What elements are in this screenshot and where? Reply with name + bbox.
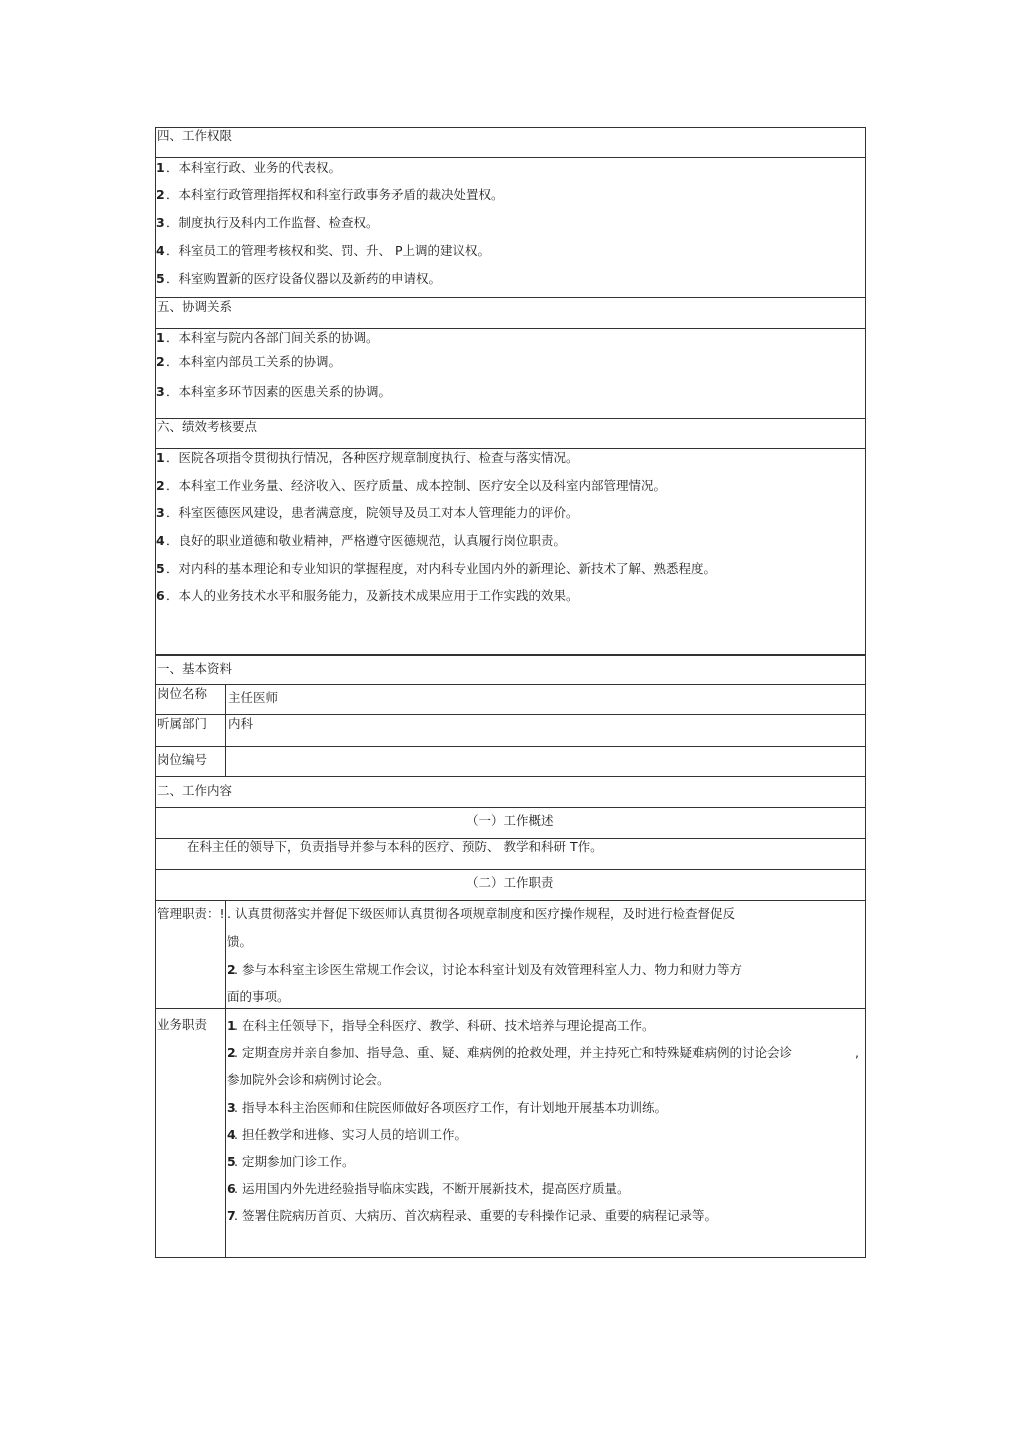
duty-line-number: 5 xyxy=(227,1154,236,1169)
divider xyxy=(155,714,866,715)
list-item-number: 6 xyxy=(156,588,165,603)
divider xyxy=(155,157,866,158)
list-item: ．本科室多环节因素的医患关系的协调。 xyxy=(166,384,392,399)
divider xyxy=(155,900,866,901)
section-heading-permissions: 四、工作权限 xyxy=(157,128,233,143)
duty-line: . 定期参加门诊工作。 xyxy=(234,1154,355,1169)
business-duties-label: 业务职责 xyxy=(157,1017,208,1032)
duty-line: . 认真贯彻落实并督促下级医师认真贯彻各项规章制度和医疗操作规程，及时进行检查督促反 xyxy=(227,906,735,921)
duty-line: . 运用国内外先进经验指导临床实践，不断开展新技术，提高医疗质量。 xyxy=(234,1181,630,1196)
section-heading-basic-info: 一、基本资料 xyxy=(157,661,233,676)
section-heading-performance: 六、绩效考核要点 xyxy=(157,419,258,434)
work-overview-text: 在科主任的领导下，负责指导并参与本科的医疗、预防、 教学和科研 T作。 xyxy=(187,839,603,854)
section-heading-coordination: 五、协调关系 xyxy=(157,299,233,314)
management-duties-label-mark: ! xyxy=(219,906,225,921)
field-label-position-code: 岗位编号 xyxy=(157,752,208,767)
field-label-position-name: 岗位名称 xyxy=(157,686,208,701)
list-item-number: 3 xyxy=(156,384,165,399)
list-item-number: 1 xyxy=(156,330,165,345)
list-item-number: 3 xyxy=(156,215,165,230)
divider xyxy=(155,297,866,298)
duty-line: 馈。 xyxy=(227,934,253,949)
list-item: ．医院各项指令贯彻执行情况，各种医疗规章制度执行、检查与落实情况。 xyxy=(166,450,579,465)
divider xyxy=(155,746,866,747)
management-duties-label-text: 管理职责： xyxy=(157,906,220,921)
list-item-number: 2 xyxy=(156,354,165,369)
duty-line: . 担任教学和进修、实习人员的培训工作。 xyxy=(234,1127,467,1142)
duty-line: . 指导本科主治医师和住院医师做好各项医疗工作，有计划地开展基本功训练。 xyxy=(234,1100,667,1115)
list-item: ．科室员工的管理考核权和奖、罚、升、 P上调的建议权。 xyxy=(166,243,491,258)
duty-line-number: 6 xyxy=(227,1181,236,1196)
list-item-number: 4 xyxy=(156,533,165,548)
duty-line-number: 3 xyxy=(227,1100,236,1115)
list-item-number: 3 xyxy=(156,505,165,520)
management-duties-label xyxy=(157,906,225,922)
divider xyxy=(155,1008,866,1009)
duty-line-trailing-comma: , xyxy=(855,1045,859,1060)
field-value-department: 内科 xyxy=(228,716,254,731)
subheading-work-duties: （二）工作职责 xyxy=(466,875,554,890)
duty-line-number: 2 xyxy=(227,962,236,977)
list-item: ．本人的业务技术水平和服务能力，及新技术成果应用于工作实践的效果。 xyxy=(166,588,579,603)
duty-line: . 参与本科室主诊医生常规工作会议，讨论本科室计划及有效管理科室人力、物力和财力等方 xyxy=(234,962,742,977)
duty-line: . 签署住院病历首页、大病历、首次病程录、重要的专科操作记录、重要的病程记录等。 xyxy=(234,1208,717,1223)
column-divider xyxy=(225,900,226,1258)
list-item-number: 2 xyxy=(156,187,165,202)
divider xyxy=(155,448,866,449)
field-label-department: 听属部门 xyxy=(157,716,208,731)
list-item: ．科室医德医风建设，患者满意度，院领导及员工对本人管理能力的评价。 xyxy=(166,505,579,520)
duty-line-number: 7 xyxy=(227,1208,236,1223)
list-item: ．良好的职业道德和敬业精神，严格遵守医德规范，认真履行岗位职责。 xyxy=(166,533,567,548)
list-item-number: 5 xyxy=(156,561,165,576)
divider xyxy=(155,684,866,685)
section-heading-work-content: 二、工作内容 xyxy=(157,783,233,798)
duty-line: 参加院外会诊和病例讨论会。 xyxy=(227,1072,390,1087)
field-value-position-name: 主任医师 xyxy=(228,690,279,705)
duty-line: 面的事项。 xyxy=(227,989,290,1004)
list-item: ．本科室行政、业务的代表权。 xyxy=(166,160,342,175)
list-item-number: 5 xyxy=(156,271,165,286)
list-item: ．制度执行及科内工作监督、检查权。 xyxy=(166,215,379,230)
list-item: ．本科室与院内各部门间关系的协调。 xyxy=(166,330,379,345)
divider xyxy=(155,328,866,329)
list-item-number: 2 xyxy=(156,478,165,493)
list-item: ．本科室行政管理指挥权和科室行政事务矛盾的裁决处置权。 xyxy=(166,187,504,202)
divider xyxy=(155,418,866,419)
list-item-number: 4 xyxy=(156,243,165,258)
divider xyxy=(155,869,866,870)
list-item: ．本科室内部员工关系的协调。 xyxy=(166,354,342,369)
column-divider xyxy=(225,684,226,776)
divider xyxy=(155,807,866,808)
duty-line-number: 1 xyxy=(227,1018,236,1033)
duty-line: . 定期查房并亲自参加、指导急、重、疑、难病例的抢救处理，并主持死亡和特殊疑难病例的讨论会诊 xyxy=(234,1045,792,1060)
duty-line: . 在科主任领导下，指导全科医疗、教学、科研、技术培养与理论提高工作。 xyxy=(234,1018,655,1033)
list-item-number: 1 xyxy=(156,450,165,465)
list-item: ．对内科的基本理论和专业知识的掌握程度，对内科专业国内外的新理论、新技术了解、熟悉程度。 xyxy=(166,561,717,576)
list-item: ．本科室工作业务量、经济收入、医疗质量、成本控制、医疗安全以及科室内部管理情况。 xyxy=(166,478,667,493)
duty-line-number: 2 xyxy=(227,1045,236,1060)
list-item: ．科室购置新的医疗设备仪器以及新药的申请权。 xyxy=(166,271,442,286)
list-item-number: 1 xyxy=(156,160,165,175)
divider xyxy=(155,776,866,777)
duty-line-number: 4 xyxy=(227,1127,236,1142)
subheading-work-overview: （一）工作概述 xyxy=(466,813,554,828)
